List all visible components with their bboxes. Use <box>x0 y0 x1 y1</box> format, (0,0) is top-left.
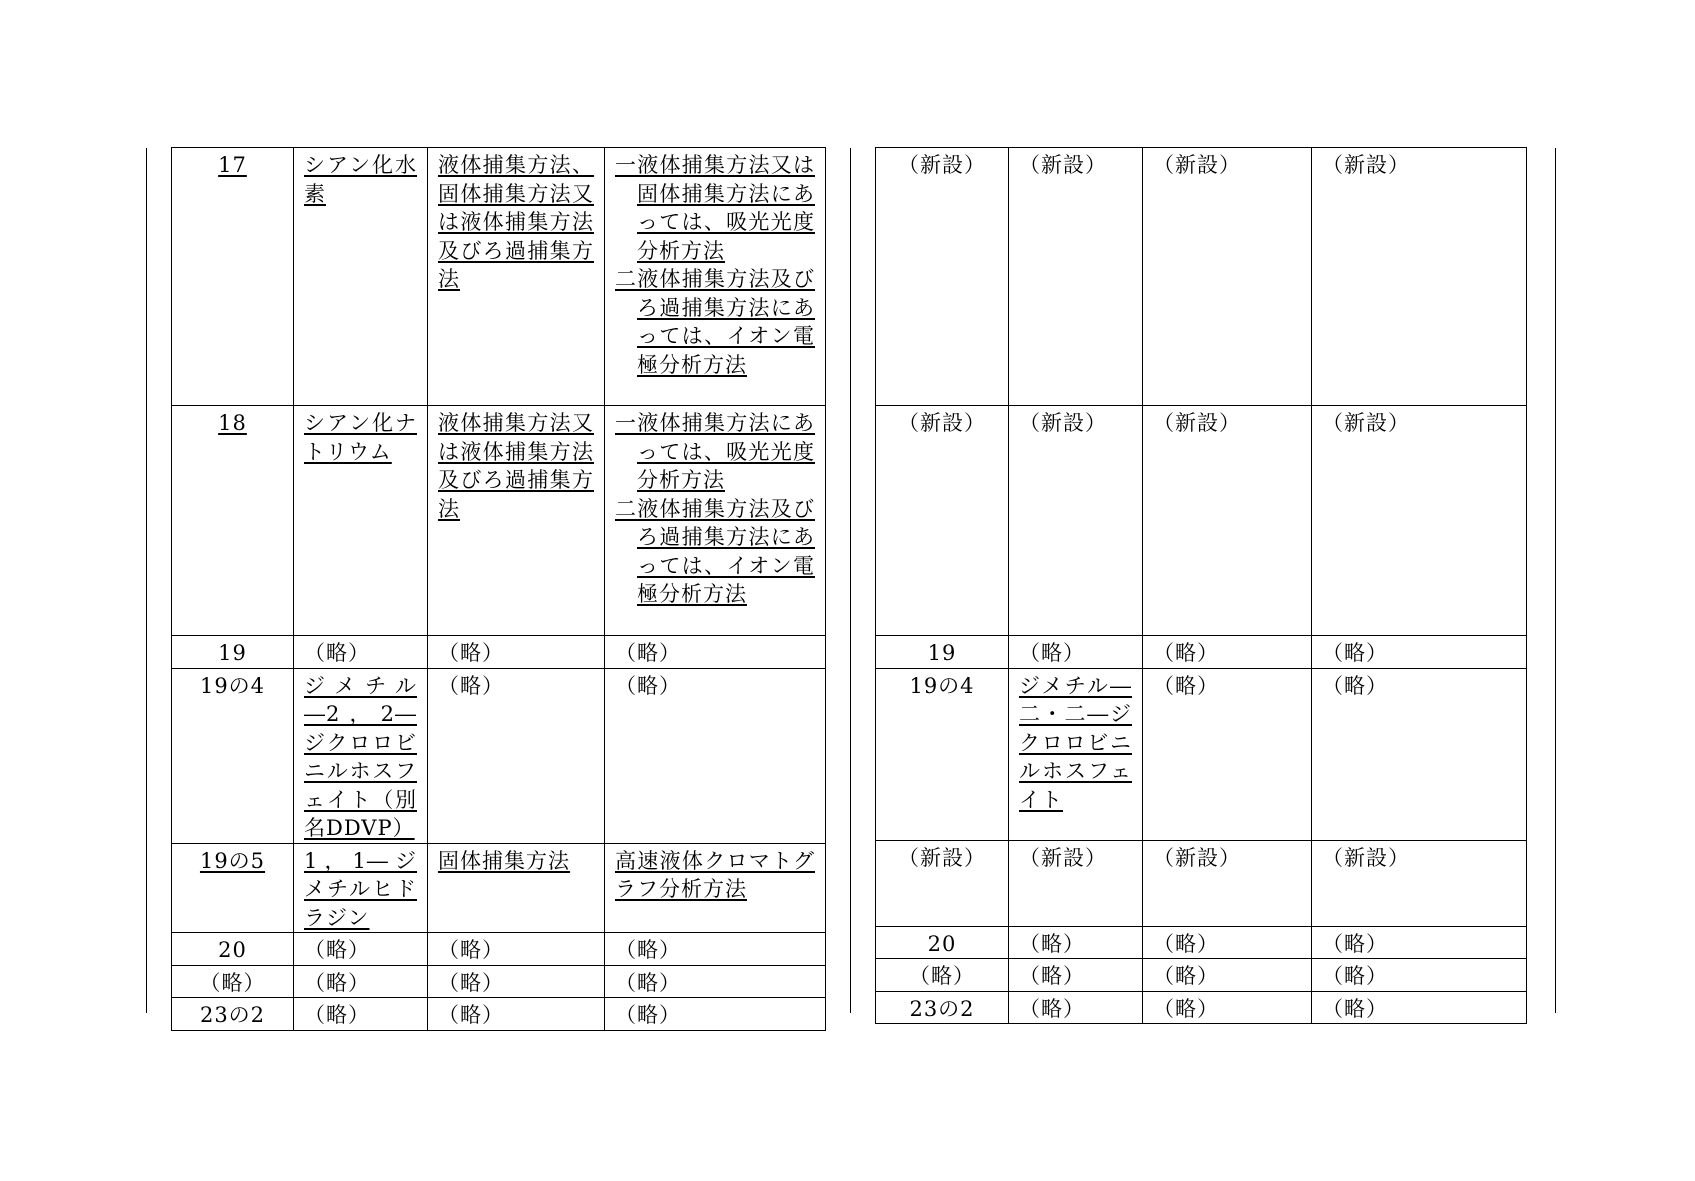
item-marker-text: 一 <box>615 411 637 435</box>
left-analysis-method-cell <box>605 406 826 636</box>
sampling-method: （新設） <box>1153 845 1241 870</box>
revised-table <box>171 147 826 1031</box>
analysis-method: （略） <box>1322 996 1388 1021</box>
right-sampling-method-cell <box>1143 668 1312 840</box>
current-table <box>875 147 1527 1024</box>
item-marker <box>615 409 637 438</box>
left-substance-cell <box>294 998 428 1031</box>
right-sampling-method-cell <box>1143 148 1312 406</box>
item-number: （新設） <box>898 153 986 177</box>
left-item-number-cell <box>172 148 294 406</box>
item-marker <box>615 151 637 180</box>
right-sampling-method-cell <box>1143 959 1312 992</box>
left-analysis-method-cell <box>605 636 826 669</box>
center-left-divider <box>850 148 851 1013</box>
left-analysis-method-cell <box>605 933 826 966</box>
item-number: 17 <box>218 153 247 177</box>
substance-name: （新設） <box>1019 845 1107 870</box>
sampling-method: （略） <box>438 938 504 962</box>
item-text: 液体捕集方法又は固体捕集方法にあっては、吸光光度分析方法 <box>637 153 815 263</box>
right-analysis-method-cell <box>1312 959 1527 992</box>
item-marker <box>615 265 637 294</box>
analysis-method: （略） <box>615 938 681 962</box>
sampling-method: （略） <box>1153 964 1219 988</box>
sampling-method: 固体捕集方法 <box>438 848 570 873</box>
left-substance-cell <box>294 965 428 998</box>
substance-name: 1，1―ジメチルヒドラジン <box>304 848 417 930</box>
left-analysis-method-cell <box>605 843 826 933</box>
item-text: 液体捕集方法及びろ過捕集方法にあっては、イオン電極分析方法 <box>637 267 815 377</box>
analysis-method: （略） <box>615 1003 681 1027</box>
substance-name: （略） <box>304 970 370 995</box>
left-substance-cell <box>294 406 428 636</box>
item-number: 19の5 <box>199 848 266 873</box>
right-sampling-method-cell <box>1143 406 1312 636</box>
left-item-number-cell <box>172 406 294 636</box>
analysis-method: （新設） <box>1322 153 1410 177</box>
sampling-method: （新設） <box>1153 153 1241 177</box>
left-sampling-method-cell <box>428 148 605 406</box>
sampling-method: （略） <box>438 673 504 698</box>
item-number: 23の2 <box>199 1003 266 1027</box>
right-row <box>876 668 1527 840</box>
sampling-method: （新設） <box>1153 411 1241 435</box>
right-sampling-method-cell <box>1143 840 1312 926</box>
right-substance-cell <box>1009 926 1143 959</box>
left-row <box>172 406 826 636</box>
item-text: 液体捕集方法にあっては、吸光光度分析方法 <box>637 411 815 492</box>
sampling-method: （略） <box>1153 931 1219 956</box>
substance-name: （略） <box>304 1003 370 1027</box>
analysis-method-item <box>615 265 815 379</box>
analysis-method-item <box>615 151 815 265</box>
right-substance-cell <box>1009 668 1143 840</box>
left-analysis-method-cell <box>605 668 826 843</box>
item-number: 19の4 <box>199 673 266 698</box>
right-analysis-method-cell <box>1312 926 1527 959</box>
left-sampling-method-cell <box>428 406 605 636</box>
right-margin-line <box>1555 148 1556 1013</box>
right-row <box>876 148 1527 406</box>
analysis-method: （略） <box>615 673 681 698</box>
left-analysis-method-cell <box>605 148 826 406</box>
right-item-number-cell <box>876 406 1009 636</box>
sampling-method: （略） <box>1153 641 1219 665</box>
right-analysis-method-cell <box>1312 991 1527 1024</box>
analysis-method: （新設） <box>1322 845 1410 870</box>
sampling-method: 液体捕集方法又は液体捕集方法及びろ過捕集方法 <box>438 411 594 521</box>
item-marker-text: 二 <box>615 496 637 521</box>
substance-name: （略） <box>304 938 370 962</box>
right-item-number-cell <box>876 959 1009 992</box>
left-sampling-method-cell <box>428 843 605 933</box>
left-sampling-method-cell <box>428 933 605 966</box>
substance-name: （略） <box>1019 964 1085 988</box>
left-row <box>172 636 826 669</box>
left-sampling-method-cell <box>428 636 605 669</box>
left-item-number-cell <box>172 668 294 843</box>
right-row <box>876 991 1527 1024</box>
right-substance-cell <box>1009 406 1143 636</box>
sampling-method: （略） <box>1153 673 1219 698</box>
left-analysis-method-cell <box>605 965 826 998</box>
analysis-method-item <box>615 495 815 609</box>
right-substance-cell <box>1009 959 1143 992</box>
left-item-number-cell <box>172 843 294 933</box>
sampling-method: （略） <box>438 1003 504 1027</box>
item-marker-text: 一 <box>615 153 637 177</box>
left-sampling-method-cell <box>428 998 605 1031</box>
right-substance-cell <box>1009 148 1143 406</box>
analysis-method: （新設） <box>1322 411 1410 435</box>
substance-name: （略） <box>1019 931 1085 956</box>
substance-name: ジメチル―二・二―ジクロロビニルホスフェイト <box>1019 673 1132 812</box>
left-item-number-cell <box>172 933 294 966</box>
item-number: （略） <box>199 970 266 995</box>
item-text: 液体捕集方法及びろ過捕集方法にあっては、イオン電極分析方法 <box>637 496 815 606</box>
right-row <box>876 959 1527 992</box>
right-row <box>876 840 1527 926</box>
item-number: 19の4 <box>909 673 975 698</box>
left-substance-cell <box>294 843 428 933</box>
substance-name: （略） <box>1019 641 1085 665</box>
right-analysis-method-cell <box>1312 636 1527 669</box>
right-analysis-method-cell <box>1312 840 1527 926</box>
analysis-method: （略） <box>615 641 681 665</box>
left-sampling-method-cell <box>428 965 605 998</box>
right-item-number-cell <box>876 668 1009 840</box>
substance-name: シアン化ナトリウム <box>304 411 417 464</box>
sampling-method: （略） <box>438 641 504 665</box>
left-sampling-method-cell <box>428 668 605 843</box>
right-substance-cell <box>1009 991 1143 1024</box>
substance-name: （略） <box>304 641 370 665</box>
item-number: （新設） <box>898 845 986 870</box>
item-number: 19 <box>218 641 247 665</box>
right-analysis-method-cell <box>1312 148 1527 406</box>
left-substance-cell <box>294 668 428 843</box>
right-sampling-method-cell <box>1143 926 1312 959</box>
right-row <box>876 636 1527 669</box>
left-row <box>172 668 826 843</box>
item-number: 20 <box>927 931 957 956</box>
right-analysis-method-cell <box>1312 406 1527 636</box>
left-analysis-method-cell <box>605 998 826 1031</box>
left-item-number-cell <box>172 636 294 669</box>
substance-name: （略） <box>1019 996 1085 1021</box>
item-number: 20 <box>218 938 247 962</box>
substance-name: （新設） <box>1019 411 1107 435</box>
left-row <box>172 148 826 406</box>
left-substance-cell <box>294 933 428 966</box>
left-row <box>172 843 826 933</box>
right-item-number-cell <box>876 636 1009 669</box>
substance-name: （新設） <box>1019 153 1107 177</box>
right-sampling-method-cell <box>1143 991 1312 1024</box>
analysis-method: 高速液体クロマトグラフ分析方法 <box>615 848 815 901</box>
left-substance-cell <box>294 148 428 406</box>
right-item-number-cell <box>876 991 1009 1024</box>
right-substance-cell <box>1009 840 1143 926</box>
left-item-number-cell <box>172 965 294 998</box>
left-row <box>172 965 826 998</box>
sampling-method: （略） <box>1153 996 1219 1021</box>
right-item-number-cell <box>876 148 1009 406</box>
sampling-method: 液体捕集方法、固体捕集方法又は液体捕集方法及びろ過捕集方法 <box>438 153 594 291</box>
right-sampling-method-cell <box>1143 636 1312 669</box>
left-row <box>172 933 826 966</box>
left-margin-line <box>146 148 147 1013</box>
left-substance-cell <box>294 636 428 669</box>
right-substance-cell <box>1009 636 1143 669</box>
right-row <box>876 406 1527 636</box>
item-marker <box>615 495 637 524</box>
sampling-method: （略） <box>438 970 504 995</box>
right-row <box>876 926 1527 959</box>
analysis-method: （略） <box>1322 964 1388 988</box>
substance-name: ジメチル―2，2―ジクロロビニルホスフェイト（別名DDVP） <box>304 673 417 840</box>
item-number: 23の2 <box>909 996 975 1021</box>
item-marker-text: 二 <box>615 267 637 291</box>
left-item-number-cell <box>172 998 294 1031</box>
analysis-method: （略） <box>615 970 681 995</box>
right-item-number-cell <box>876 926 1009 959</box>
right-analysis-method-cell <box>1312 668 1527 840</box>
right-item-number-cell <box>876 840 1009 926</box>
analysis-method-item <box>615 409 815 495</box>
substance-name: シアン化水素 <box>304 153 417 206</box>
left-row <box>172 998 826 1031</box>
item-number: 18 <box>218 411 247 435</box>
item-number: （略） <box>909 964 975 988</box>
item-number: 19 <box>927 641 957 665</box>
item-number: （新設） <box>898 411 986 435</box>
analysis-method: （略） <box>1322 641 1388 665</box>
analysis-method: （略） <box>1322 931 1388 956</box>
analysis-method: （略） <box>1322 673 1388 698</box>
